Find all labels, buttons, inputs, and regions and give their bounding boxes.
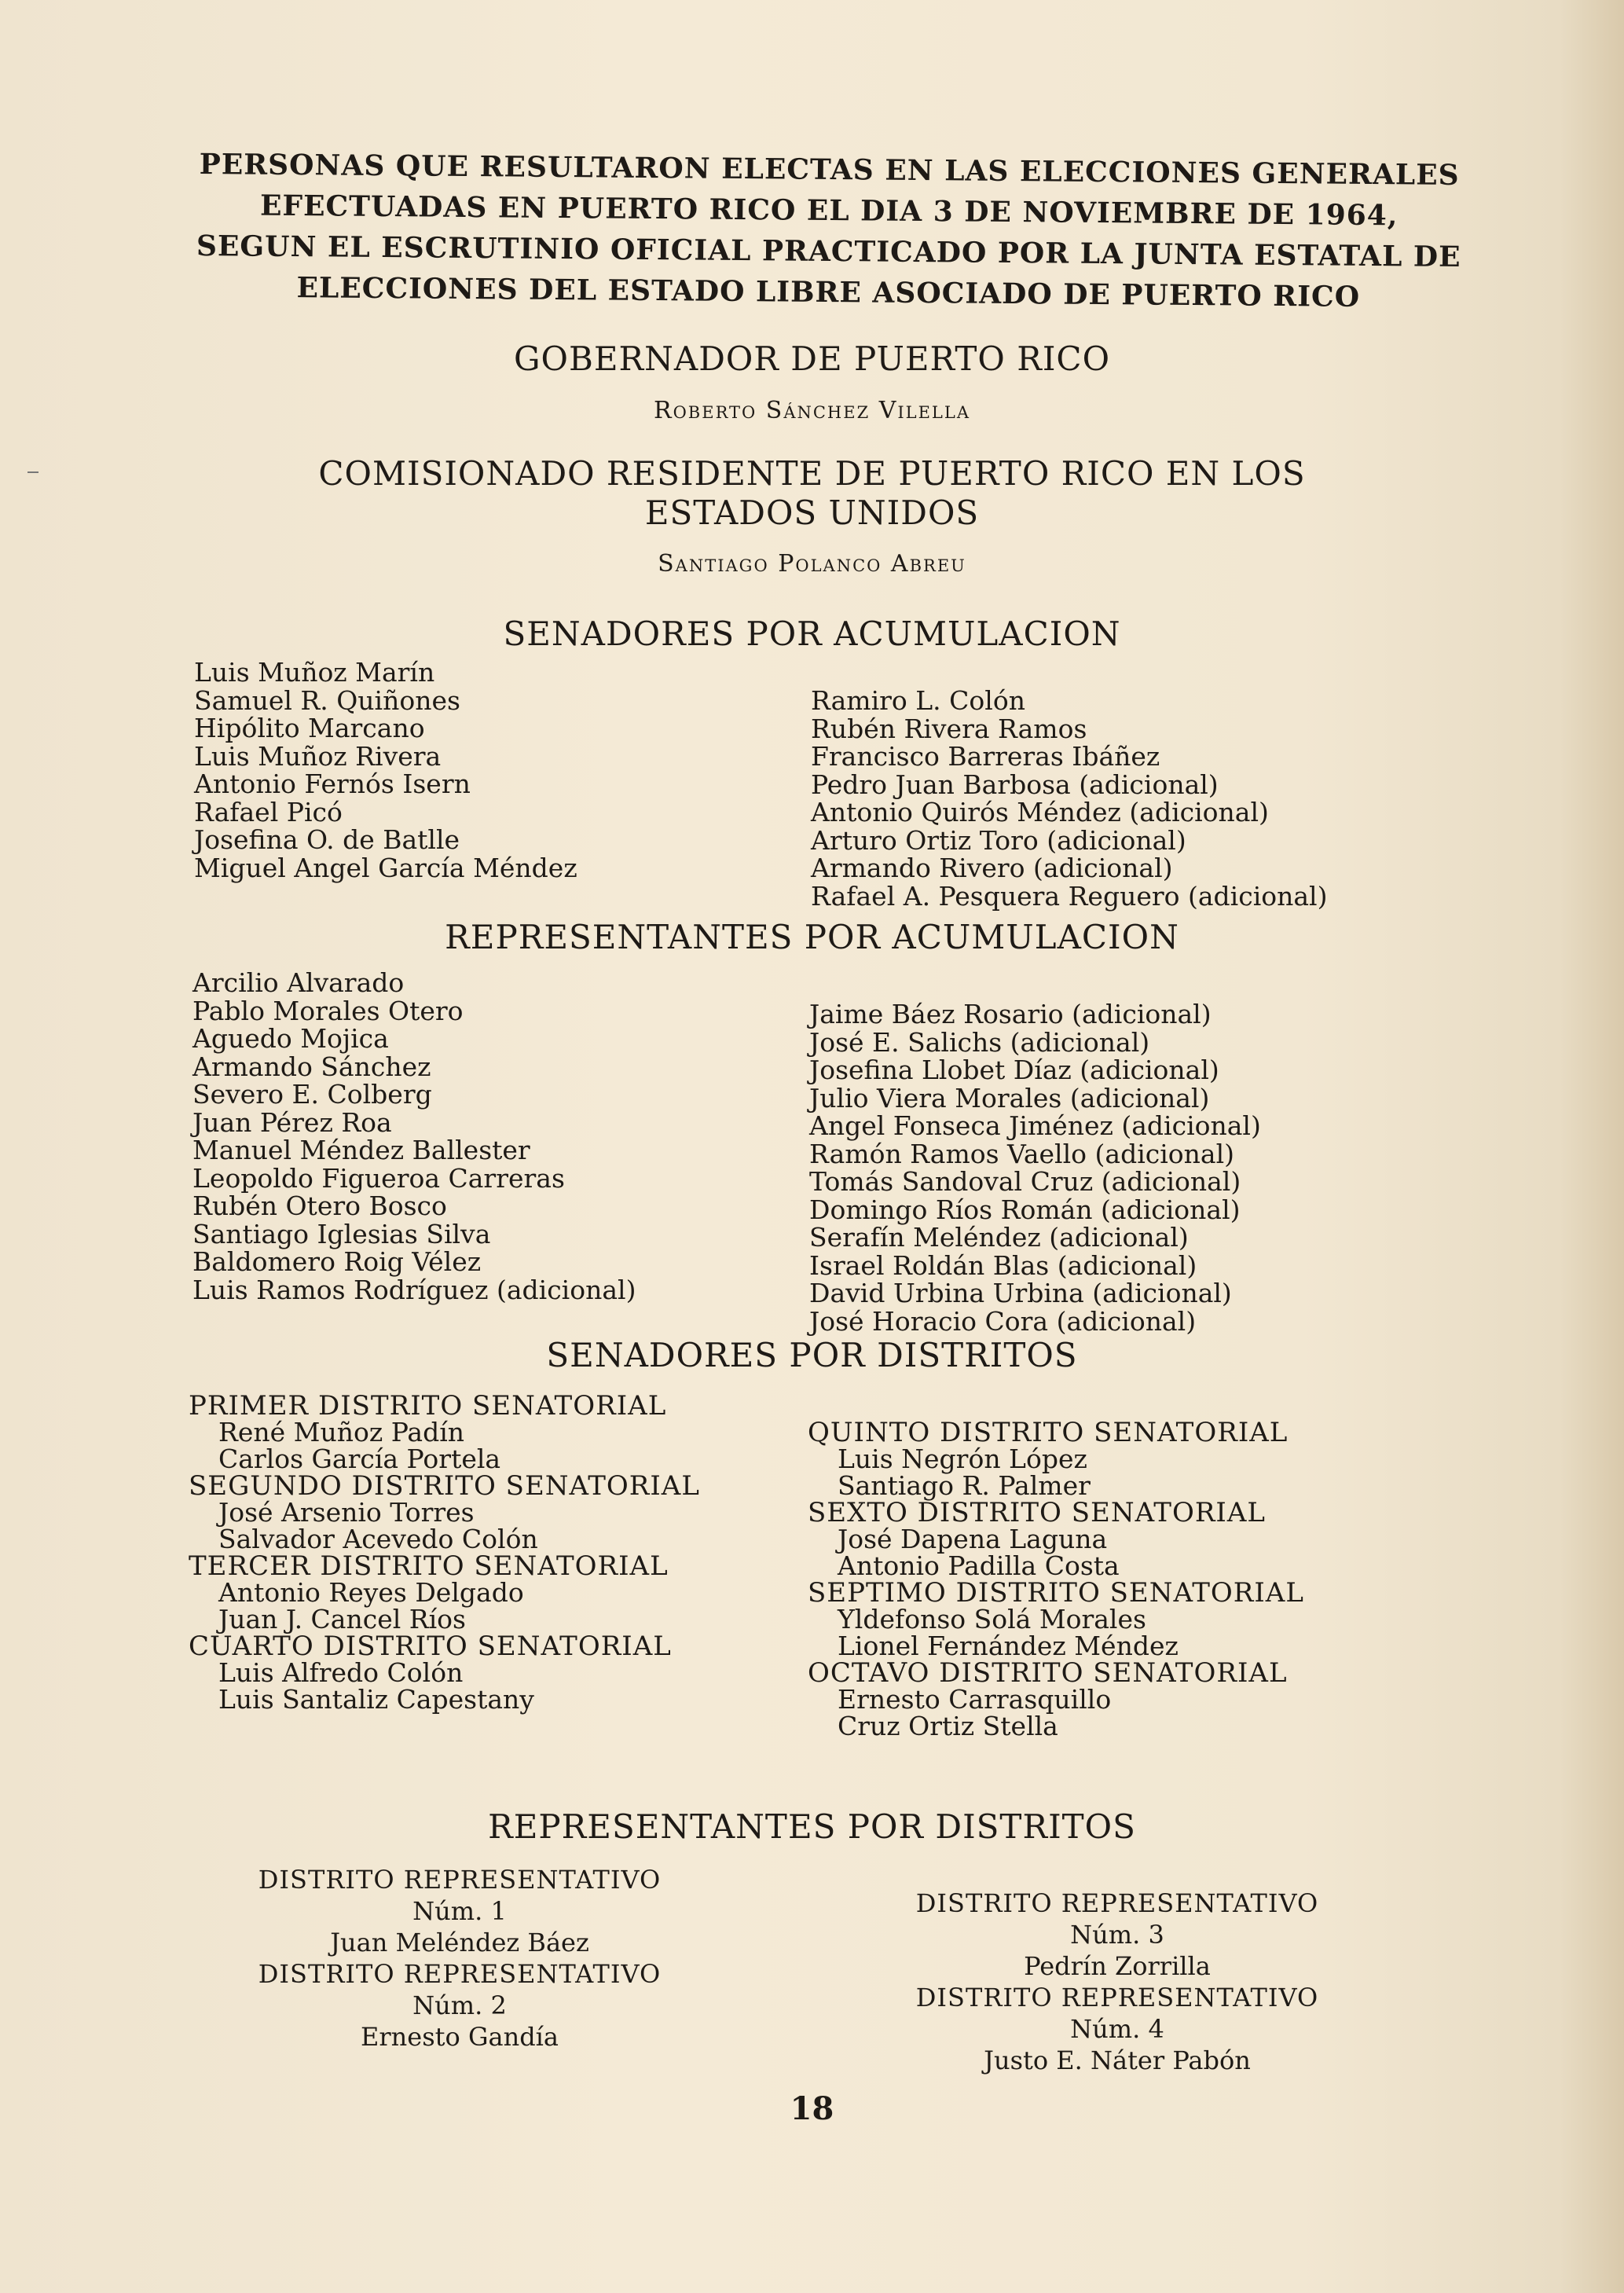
senator-name: Luis Alfredo Colón bbox=[218, 1657, 464, 1688]
senator-name: Cruz Ortiz Stella bbox=[838, 1711, 1058, 1741]
district-heading: CUARTO DISTRITO SENATORIAL bbox=[189, 1631, 672, 1662]
senators-at-large-right-list bbox=[811, 687, 1328, 910]
list-item: José Horacio Cora (adicional) bbox=[809, 1305, 1197, 1337]
district-heading: SEXTO DISTRITO SENATORIAL bbox=[808, 1497, 1266, 1528]
list-item: Serafín Meléndez (adicional) bbox=[809, 1222, 1189, 1253]
senator-name: Yldefonso Solá Morales bbox=[838, 1604, 1146, 1634]
senators-by-district-title: SENADORES POR DISTRITOS bbox=[546, 1336, 1078, 1374]
list-item: Leopoldo Figueroa Carreras bbox=[192, 1162, 565, 1194]
list-item: Miguel Angel García Méndez bbox=[194, 852, 577, 883]
list-item: Arcilio Alvarado bbox=[192, 967, 405, 998]
representative-name: Justo E. Náter Pabón bbox=[984, 2045, 1251, 2075]
header-line: SEGUN EL ESCRUTINIO OFICIAL PRACTICADO POR LA JUNTA ESTATAL DE bbox=[196, 229, 1461, 274]
header-line: PERSONAS QUE RESULTARON ELECTAS EN LAS ELECCIONES GENERALES bbox=[199, 148, 1460, 193]
district-heading: QUINTO DISTRITO SENATORIAL bbox=[808, 1417, 1289, 1448]
list-item: Severo E. Colberg bbox=[192, 1079, 432, 1110]
list-item: Antonio Quirós Méndez (adicional) bbox=[811, 797, 1269, 827]
reps-at-large-right-list bbox=[809, 1000, 1261, 1335]
senator-name: Antonio Reyes Delgado bbox=[218, 1577, 524, 1608]
list-item: Rubén Otero Bosco bbox=[192, 1191, 447, 1221]
commissioner-name: Santiago Polanco Abreu bbox=[658, 550, 966, 578]
list-item: Rafael A. Pesquera Reguero (adicional) bbox=[811, 880, 1328, 912]
reps-by-district-left bbox=[216, 1864, 703, 2053]
list-item: Rubén Rivera Ramos bbox=[811, 713, 1087, 744]
district-number: Núm. 1 bbox=[412, 1896, 507, 1926]
list-item: Santiago Iglesias Silva bbox=[192, 1218, 491, 1249]
district-number: Núm. 3 bbox=[1070, 1920, 1164, 1950]
district-heading: OCTAVO DISTRITO SENATORIAL bbox=[808, 1657, 1288, 1689]
senator-name: Juan J. Cancel Ríos bbox=[218, 1604, 466, 1634]
list-item: Manuel Méndez Ballester bbox=[192, 1135, 530, 1165]
representative-name: Ernesto Gandía bbox=[361, 2022, 559, 2052]
senator-name: Antonio Padilla Costa bbox=[838, 1550, 1120, 1581]
reps-at-large-left-list bbox=[192, 969, 636, 1304]
header-line: ELECCIONES DEL ESTADO LIBRE ASOCIADO DE PUERTO RICO bbox=[296, 271, 1361, 314]
list-item: Julio Viera Morales (adicional) bbox=[809, 1082, 1210, 1113]
district-heading: DISTRITO REPRESENTATIVO bbox=[258, 1865, 662, 1895]
list-item: Jaime Báez Rosario (adicional) bbox=[809, 999, 1212, 1029]
list-item: Josefina Llobet Díaz (adicional) bbox=[809, 1055, 1219, 1085]
district-heading: DISTRITO REPRESENTATIVO bbox=[258, 1959, 662, 1989]
header-line: EFECTUADAS EN PUERTO RICO EL DIA 3 DE NOVIEMBRE DE 1964, bbox=[259, 189, 1399, 233]
senators-at-large-title: SENADORES POR ACUMULACION bbox=[503, 615, 1121, 653]
list-item: Hipólito Marcano bbox=[194, 713, 425, 743]
list-item: Armando Sánchez bbox=[192, 1051, 431, 1082]
commissioner-title-line2: ESTADOS UNIDOS bbox=[644, 493, 980, 532]
list-item: Baldomero Roig Vélez bbox=[192, 1246, 482, 1277]
district-heading: TERCER DISTRITO SENATORIAL bbox=[189, 1550, 669, 1582]
list-item: Armando Rivero (adicional) bbox=[811, 853, 1173, 883]
list-item: Arturo Ortiz Toro (adicional) bbox=[811, 824, 1186, 856]
district-heading: DISTRITO REPRESENTATIVO bbox=[915, 1983, 1319, 2012]
page-number: 18 bbox=[790, 2090, 834, 2127]
list-item: Luis Ramos Rodríguez (adicional) bbox=[192, 1274, 636, 1305]
document-header bbox=[192, 144, 1466, 318]
district-heading: SEGUNDO DISTRITO SENATORIAL bbox=[189, 1470, 700, 1502]
list-item: Antonio Fernós Isern bbox=[194, 769, 471, 799]
list-item: José E. Salichs (adicional) bbox=[809, 1026, 1150, 1058]
district-number: Núm. 4 bbox=[1070, 2014, 1164, 2044]
governor-title: GOBERNADOR DE PUERTO RICO bbox=[513, 339, 1110, 378]
reps-at-large-title: REPRESENTANTES POR ACUMULACION bbox=[445, 918, 1179, 956]
list-item: Rafael Picó bbox=[194, 796, 343, 827]
district-heading: DISTRITO REPRESENTATIVO bbox=[915, 1888, 1319, 1918]
governor-name: Roberto Sánchez Vilella bbox=[654, 397, 970, 424]
senator-name: Luis Negrón López bbox=[838, 1444, 1087, 1474]
list-item: Josefina O. de Batlle bbox=[194, 824, 460, 855]
list-item: Ramón Ramos Vaello (adicional) bbox=[809, 1138, 1235, 1169]
list-item: Samuel R. Quiñones bbox=[194, 684, 460, 716]
senator-name: René Muñoz Padín bbox=[218, 1417, 465, 1447]
senator-name: Ernesto Carrasquillo bbox=[838, 1684, 1112, 1715]
list-item: Tomás Sandoval Cruz (adicional) bbox=[809, 1166, 1241, 1197]
list-item: Aguedo Mojica bbox=[192, 1023, 389, 1054]
senators-by-district-right bbox=[808, 1419, 1304, 1740]
senator-name: José Arsenio Torres bbox=[218, 1497, 475, 1528]
list-item: Pablo Morales Otero bbox=[192, 995, 464, 1026]
representative-name: Pedrín Zorrilla bbox=[1024, 1951, 1211, 1981]
representative-name: Juan Meléndez Báez bbox=[330, 1928, 589, 1957]
list-item: David Urbina Urbina (adicional) bbox=[809, 1278, 1232, 1308]
district-number: Núm. 2 bbox=[412, 1990, 507, 2020]
reps-by-district-right bbox=[874, 1888, 1361, 2076]
senator-name: Santiago R. Palmer bbox=[838, 1470, 1091, 1501]
list-item: Francisco Barreras Ibáñez bbox=[811, 741, 1160, 772]
list-item: Domingo Ríos Román (adicional) bbox=[809, 1194, 1241, 1225]
senator-name: Luis Santaliz Capestany bbox=[218, 1684, 534, 1715]
senator-name: Carlos García Portela bbox=[218, 1444, 501, 1474]
list-item: Israel Roldán Blas (adicional) bbox=[809, 1249, 1197, 1281]
list-item: Juan Pérez Roa bbox=[192, 1106, 392, 1138]
list-item: Luis Muñoz Rivera bbox=[194, 740, 442, 772]
reps-by-district-title: REPRESENTANTES POR DISTRITOS bbox=[488, 1807, 1136, 1846]
senator-name: José Dapena Laguna bbox=[838, 1524, 1108, 1554]
list-item: Pedro Juan Barbosa (adicional) bbox=[811, 769, 1219, 800]
commissioner-title-line1: COMISIONADO RESIDENTE DE PUERTO RICO EN LOS bbox=[318, 454, 1306, 493]
district-heading: SEPTIMO DISTRITO SENATORIAL bbox=[808, 1577, 1304, 1609]
list-item: Ramiro L. Colón bbox=[811, 685, 1025, 716]
senator-name: Lionel Fernández Méndez bbox=[838, 1631, 1179, 1661]
senator-name: Salvador Acevedo Colón bbox=[218, 1524, 538, 1554]
senators-by-district-left bbox=[189, 1392, 700, 1713]
list-item: Angel Fonseca Jiménez (adicional) bbox=[809, 1110, 1261, 1141]
district-heading: PRIMER DISTRITO SENATORIAL bbox=[189, 1390, 667, 1422]
senators-at-large-left-list bbox=[194, 659, 577, 882]
list-item: Luis Muñoz Marín bbox=[194, 657, 435, 688]
